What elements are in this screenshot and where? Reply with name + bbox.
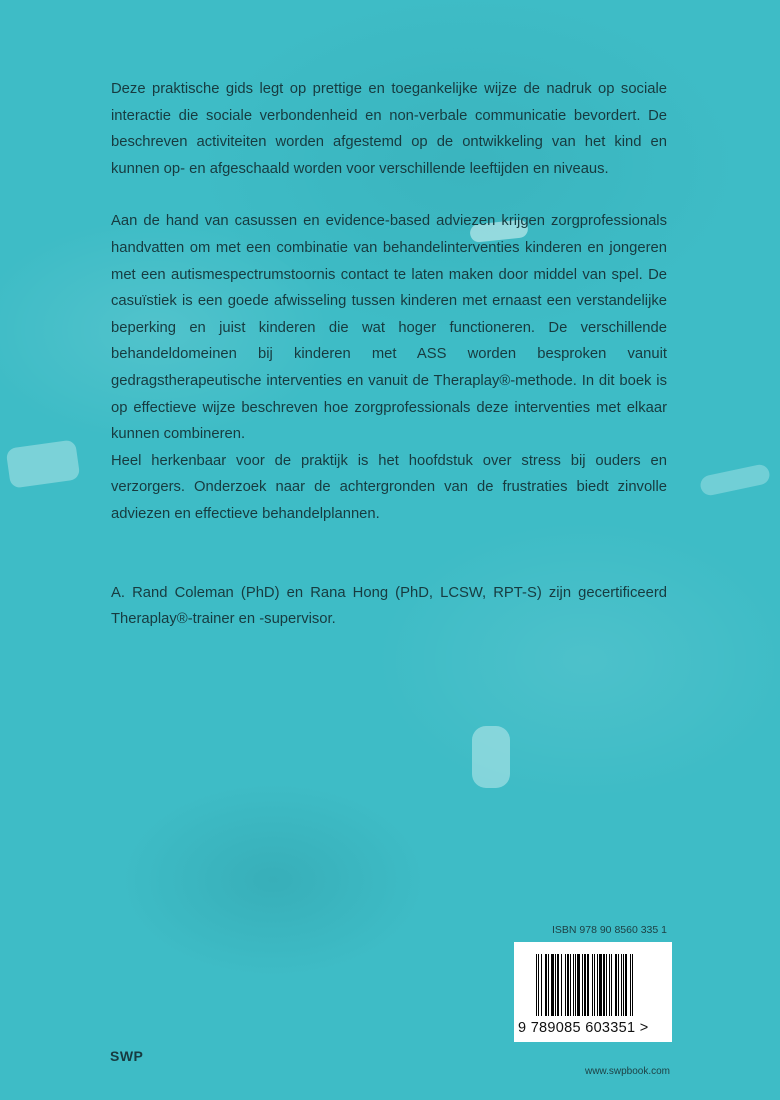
barcode-bar — [555, 954, 556, 1016]
barcode-bar — [630, 954, 631, 1016]
barcode-bar — [599, 954, 602, 1016]
barcode-bar — [541, 954, 542, 1016]
barcode-bar — [551, 954, 554, 1016]
intro-paragraph: Deze praktische gids legt op prettige en toegankelijke wijze de nadruk op sociale interactie die sociale verbondenheid en non-verbale communicatie bevordert. De beschreven activiteiten worden afgestemd op de ontwikkeling van het kind en kunnen op- en afgeschaald worden voor verschillende leeftijden en niveaus. — [111, 81, 667, 177]
barcode-bar — [609, 954, 610, 1016]
barcode-number: 9 789085 603351 > — [518, 1020, 649, 1036]
barcode-bar — [561, 954, 562, 1016]
barcode-bar — [597, 954, 598, 1016]
barcode-bar — [625, 954, 627, 1016]
barcode-bar — [557, 954, 559, 1016]
barcode-bar — [536, 954, 537, 1016]
barcode-bar — [570, 954, 571, 1016]
barcode-bar — [548, 954, 549, 1016]
barcode-bars-graphic — [536, 954, 664, 1016]
barcode-bar — [623, 954, 624, 1016]
barcode-bar — [565, 954, 566, 1016]
barcode-bar — [582, 954, 583, 1016]
barcode-bar — [592, 954, 593, 1016]
publisher-logo: SWP — [110, 1048, 144, 1064]
barcode-bar — [618, 954, 619, 1016]
barcode-bar — [575, 954, 576, 1016]
website-url: www.swpbook.com — [584, 1066, 670, 1077]
barcode-bar — [545, 954, 547, 1016]
barcode-bar — [584, 954, 586, 1016]
authors-paragraph: A. Rand Coleman (PhD) en Rana Hong (PhD, LCSW, RPT-S) zijn gecertificeerd Theraplay®-trainer en -supervisor. — [111, 584, 667, 628]
chalk-piece — [472, 726, 510, 788]
barcode-bar — [606, 954, 607, 1016]
barcode-bar — [573, 954, 574, 1016]
barcode-bar — [611, 954, 612, 1016]
barcode-bar — [594, 954, 595, 1016]
barcode-bar — [621, 954, 622, 1016]
isbn-label: ISBN 978 90 8560 335 1 — [551, 924, 667, 936]
description-paragraph: Aan de hand van casussen en evidence-based adviezen krijgen zorgprofessionals handvatten om met een combinatie van behandelinterventies kinderen en jongeren met een autismespectrumstoornis contact te laten maken door middel van spel. De casuïstiek is een goede afwisseling tussen kinderen met ernaast een verstandelijke beperking en juist kinderen die wat hoger functioneren. De verschillende behandeldomeinen bij kinderen met ASS worden besproken vanuit gedragstherapeutische interventies en vanuit de Theraplay®-methode. In dit boek is op effectieve wijze beschreven hoe zorgprofessionals deze interventies met elkaar kunnen combineren. — [111, 213, 667, 443]
chalk-piece — [6, 439, 81, 488]
barcode-bar — [577, 954, 580, 1016]
barcode-bar — [632, 954, 633, 1016]
barcode-bar — [587, 954, 589, 1016]
barcode-bar — [538, 954, 539, 1016]
back-cover-text — [111, 76, 667, 633]
barcode-bar — [603, 954, 605, 1016]
practice-paragraph: Heel herkenbaar voor de praktijk is het hoofdstuk over stress bij ouders en verzorgers. Onderzoek naar de achtergronden van de frustraties biedt zinvolle adviezen en effectieve behandelplannen. — [111, 452, 667, 522]
barcode-bar — [567, 954, 569, 1016]
barcode — [514, 942, 672, 1042]
barcode-bar — [615, 954, 617, 1016]
chalk-piece — [699, 463, 772, 497]
